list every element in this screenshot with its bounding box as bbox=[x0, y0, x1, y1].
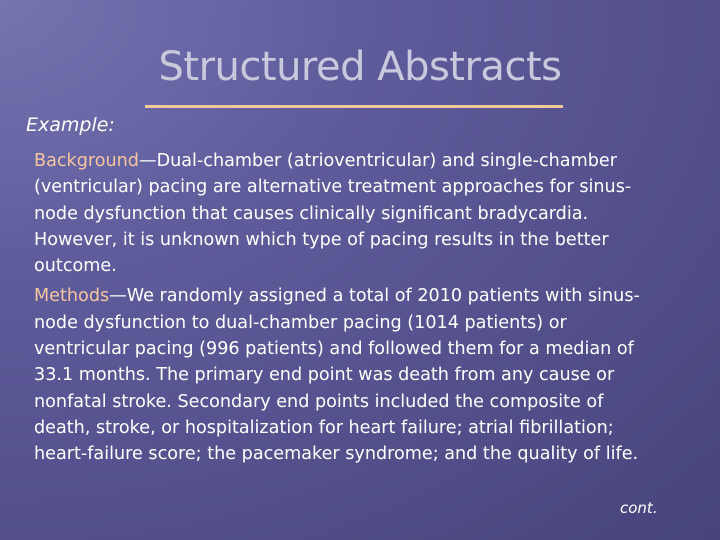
slide-title: Structured Abstracts bbox=[158, 44, 562, 90]
continued-label: cont. bbox=[620, 499, 658, 517]
title-underline bbox=[145, 105, 563, 108]
methods-paragraph bbox=[34, 283, 664, 467]
example-label: Example: bbox=[26, 114, 115, 136]
abstract-body bbox=[34, 148, 664, 472]
background-heading: Background bbox=[34, 151, 139, 171]
background-text: —Dual-chamber (atrioventricular) and single-chamber (ventricular) pacing are alternative treatment approaches for sinus-node dysfunction that causes clinically significant bradycardia. However, it is unknown which type of pacing results in the better outcome. bbox=[34, 151, 632, 277]
methods-text: —We randomly assigned a total of 2010 patients with sinus-node dysfunction to dual-chamber pacing (1014 patients) or ventricular pacing (996 patients) and followed them for a median of 33.1 months. The primary end point was death from any cause or nonfatal stroke. Secondary end points included the composite of death, stroke, or hospitalization for heart failure; atrial fibrillation; heart-failure score; the pacemaker syndrome; and the quality of life. bbox=[34, 286, 640, 465]
background-paragraph bbox=[34, 148, 664, 279]
methods-heading: Methods bbox=[34, 286, 110, 307]
